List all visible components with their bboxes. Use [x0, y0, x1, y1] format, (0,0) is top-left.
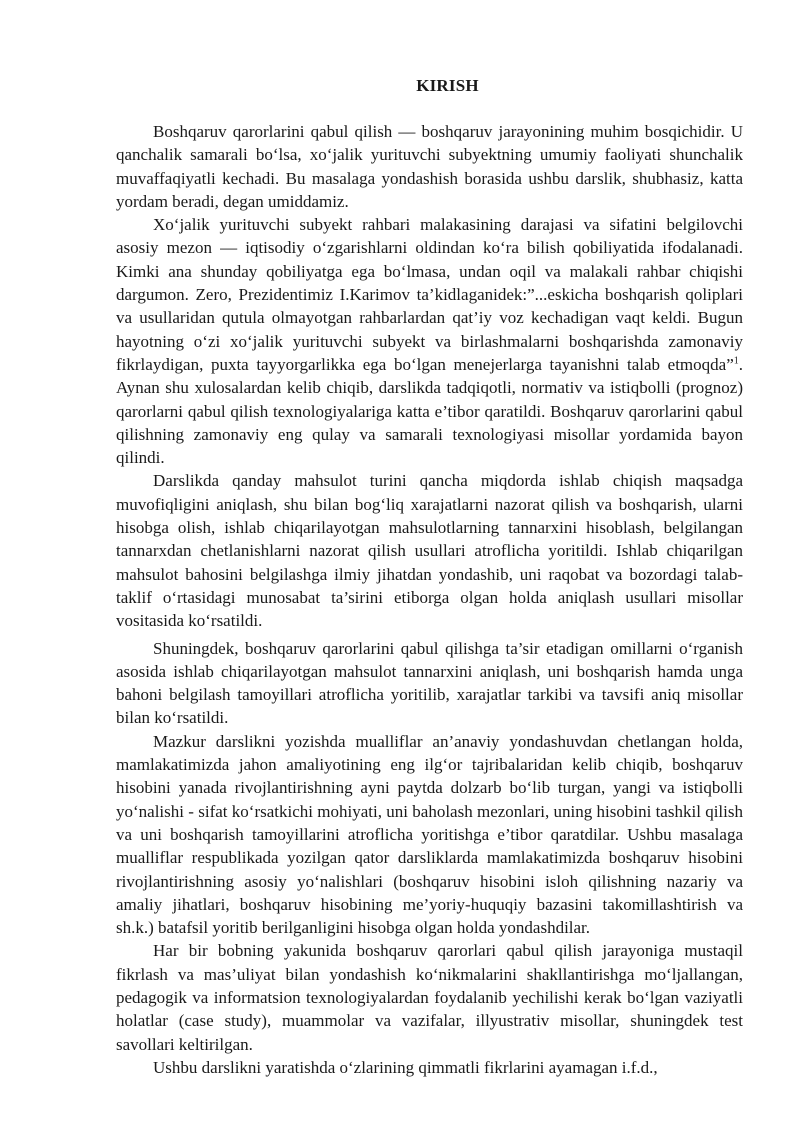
- paragraph-6: Har bir bobning yakunida boshqaruv qarorlari qabul qilish jarayoniga mustaqil fikrlash va mas’uliyat bilan yondashish koʻnikmalarini shakllantirishga moʻljallangan, pedagogik va informatsion texnologiyalardan foydalanib yechilishi kerak boʻlgan vaziyatli holatlar (case study), muammolar va vazifalar, illyustrativ misollar, shuningdek test savollari keltirilgan.: [116, 941, 743, 1054]
- paragraph-3: Darslikda qanday mahsulot turini qancha miqdorda ishlab chiqish maqsadga muvofiqligini aniqlash, shu bilan bogʻliq xarajatlarni nazorat qilish va boshqarish, ularni hisobga olish, ishlab chiqarilayotgan mahsulotlarning tannarxini hisoblash, belgilangan tannarxdan chetlanishlarni nazorat qilish usullari atroflicha yoritildi. Ishlab chiqarilgan mahsulot bahosini belgilashga ilmiy jihatdan yondashib, uni raqobat va bozordagi talab-taklif oʻrtasidagi munosabat ta’sirini etiborga olgan holda aniqlash usullari misollar vositasida koʻrsatildi.: [116, 471, 743, 631]
- footnote-marker[interactable]: 1: [733, 355, 739, 367]
- paragraph-7: Ushbu darslikni yaratishda oʻzlarining qimmatli fikrlarini ayamagan i.f.d.,: [153, 1057, 658, 1077]
- paragraph-1: Boshqaruv qarorlarini qabul qilish — boshqaruv jarayonining muhim bosqichidir. U qanchalik samarali boʻlsa, xoʻjalik yurituvchi subyektning umumiy faoliyati shunchalik muvaffaqiyatli kechadi. Bu masalaga yondashish borasida ushbu darslik, shubhasiz, katta yordam beradi, degan umiddamiz.: [116, 122, 743, 211]
- paragraph-2-continuation: . Aynan shu xulosalardan kelib chiqib, darslikda tadqiqotli, normativ va istiqbolli (prognoz) qarorlarni qabul qilish texnologiyalariga katta e’tibor qaratildi. Boshqaruv qarorlarini qabul qilishning zamonaviy eng qulay va samarali texnologiyasi misollar yordamida bayon qilindi.: [116, 354, 743, 468]
- paragraph-5: Mazkur darslikni yozishda mualliflar an’anaviy yondashuvdan chetlangan holda, mamlakatimizda jahon amaliyotining eng ilgʻor tajribalaridan kelib chiqib, boshqaruv hisobini yanada rivojlantirishning ayni paytda dolzarb boʻlib turgan, yangi va istiqbolli yoʻnalishi - sifat koʻrsatkichi mohiyati, uni baholash mezonlari, uning hisobini tashkil qilish va uni boshqarish tamoyillarini atroflicha yoritishga e’tibor qaratdilar. Ushbu masalaga mualliflar respublikada yozilgan qator darsliklarda mamlakatimizda boshqaruv hisobini rivojlantirishning asosiy yoʻnalishlari (boshqaruv hisobini isloh qilishning nazariy va amaliy jihatlari, boshqaruv hisobining me’yoriy-huquqiy bazasini takomillashtirish va sh.k.) batafsil yoritib berilganligini hisobga olgan holda yondashdilar.: [116, 731, 743, 938]
- page-title: KIRISH: [416, 76, 479, 95]
- paragraph-2: [116, 213, 743, 469]
- paragraph-2-text: Xoʻjalik yurituvchi subyekt rahbari malakasining darajasi va sifatini belgilovchi asosiy mezon — iqtisodiy oʻzgarishlarni oldindan koʻra bilish qobiliyatida ifodalanadi. Kimki ana shunday qobiliyatga ega boʻlmasa, undan oqil va malakali rahbar chiqishi dargumon. Zero, Prezidentimiz I.Karimov ta’kidlaganidek:”...eskicha boshqarish qoliplari va usullaridan qutula olmayotgan rahbarlardan qat’iy voz kechadigan vaqt keldi. Bugun hayotning oʻzi xoʻjalik yurituvchi subyekt va birlashmalarni boshqarishda zamonaviy fikrlaydigan, puxta tayyorgarlikka ega boʻlgan menejerlarga tayanishni talab etmoqda”: [116, 215, 743, 374]
- document-body: [116, 120, 743, 1079]
- paragraph-4: Shuningdek, boshqaruv qarorlarini qabul qilishga ta’sir etadigan omillarni oʻrganish asosida ishlab chiqarilayotgan mahsulot tannarxini aniqlash, uni boshqarish hamda unga bahoni belgilash tamoyillari atroflicha yoritilib, xarajatlar tarkibi va tavsifi aniq misollar bilan koʻrsatildi.: [116, 638, 743, 728]
